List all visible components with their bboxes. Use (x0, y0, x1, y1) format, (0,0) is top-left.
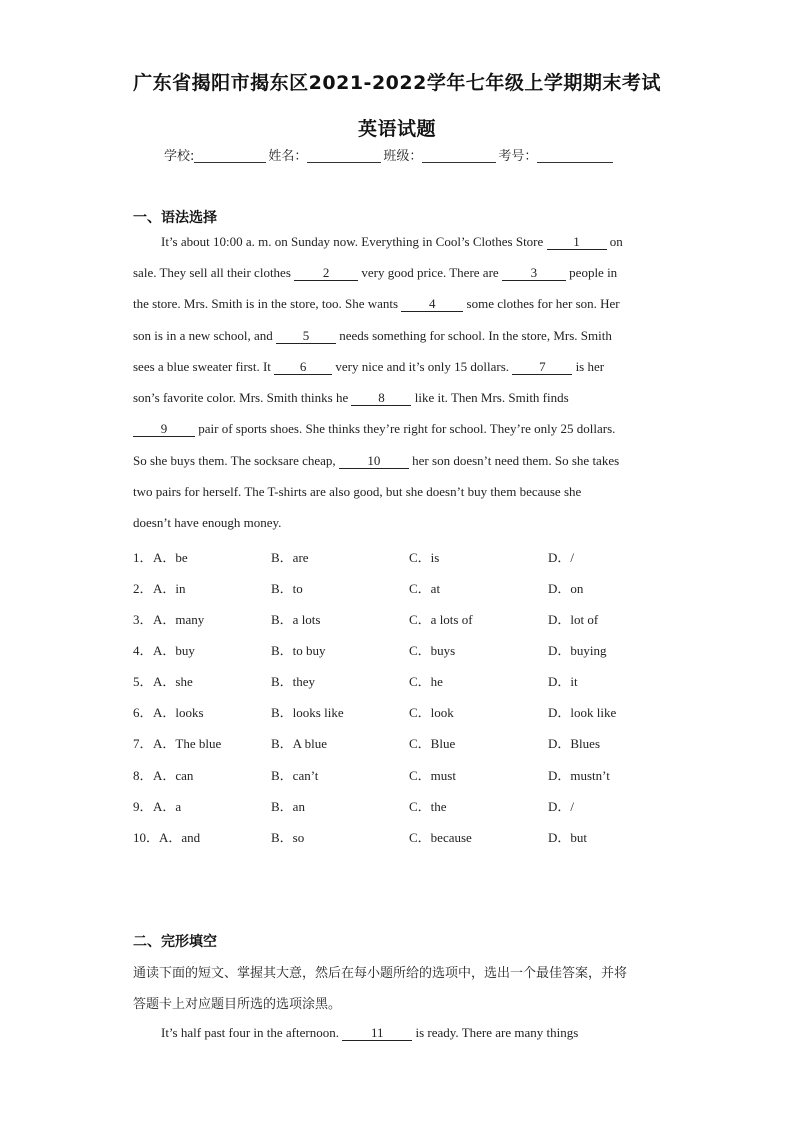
option-c[interactable]: C．at (409, 581, 441, 596)
blank-10[interactable]: 10 (339, 453, 409, 469)
student-info-line (164, 145, 615, 164)
option-b[interactable]: B．can’t (271, 768, 319, 783)
option-a[interactable]: A．looks (153, 705, 204, 720)
option-d[interactable]: D．buying (548, 643, 607, 658)
option-c[interactable]: C．a lots of (409, 612, 473, 627)
blank-2[interactable]: 2 (294, 265, 358, 281)
option-a[interactable]: A．she (153, 674, 193, 689)
option-b[interactable]: B．a lots (271, 612, 321, 627)
passage-line: So she buys them. The socksare cheap, 10 her son doesn’t need them. So she takes (133, 453, 620, 468)
option-b[interactable]: B．looks like (271, 705, 344, 720)
question-number: 9． (133, 799, 153, 814)
option-c[interactable]: C．the (409, 799, 447, 814)
option-c[interactable]: C．must (409, 768, 456, 783)
option-a[interactable]: A．The blue (153, 736, 222, 751)
option-c[interactable]: C．look (409, 705, 454, 720)
passage-line: the store. Mrs. Smith is in the store, too. She wants 4 some clothes for her son. Her (133, 296, 620, 311)
blank-8[interactable]: 8 (351, 390, 411, 406)
question-number: 2． (133, 581, 153, 596)
passage-line: 9 pair of sports shoes. She thinks they’re right for school. They’re only 25 dollars. (133, 421, 663, 437)
passage-line: doesn’t have enough money. (133, 515, 282, 530)
option-d[interactable]: D．/ (548, 550, 575, 565)
option-d[interactable]: D．but (548, 830, 588, 845)
section2-instructions-line2: 答题卡上对应题目所选的选项涂黑。 (133, 997, 342, 1012)
class-field[interactable] (422, 148, 496, 163)
option-b[interactable]: B．are (271, 550, 309, 565)
option-c[interactable]: C．Blue (409, 736, 456, 751)
question-number: 6． (133, 705, 153, 720)
option-b[interactable]: B．an (271, 799, 305, 814)
passage-line: son’s favorite color. Mrs. Smith thinks he 8 like it. Then Mrs. Smith finds (133, 390, 569, 405)
blank-1[interactable]: 1 (547, 234, 607, 250)
option-b[interactable]: B．to buy (271, 643, 326, 658)
blank-3[interactable]: 3 (502, 265, 566, 281)
passage-line: sale. They sell all their clothes 2 very good price. There are 3 people in (133, 265, 618, 280)
option-b[interactable]: B．to (271, 581, 303, 596)
option-a[interactable]: A．a (153, 799, 182, 814)
option-d[interactable]: D．lot of (548, 612, 599, 627)
question-number: 7． (133, 736, 153, 751)
blank-7[interactable]: 7 (512, 359, 572, 375)
exam-title-line2: 英语试题 (357, 118, 436, 140)
option-a[interactable]: A．in (153, 581, 186, 596)
section2-heading: 二、完形填空 (133, 934, 217, 950)
passage-line: It’s about 10:00 a. m. on Sunday now. Everything in Cool’s Clothes Store 1 on (161, 234, 623, 249)
name-field[interactable] (307, 148, 381, 163)
option-d[interactable]: D．on (548, 581, 584, 596)
blank-5[interactable]: 5 (276, 328, 336, 344)
option-d[interactable]: D．it (548, 674, 578, 689)
blank-11[interactable]: 11 (342, 1025, 412, 1041)
option-c[interactable]: C．because (409, 830, 472, 845)
passage-line: son is in a new school, and 5 needs something for school. In the store, Mrs. Smith (133, 328, 612, 343)
option-a[interactable]: A．many (153, 612, 205, 627)
number-field[interactable] (537, 148, 613, 163)
number-label: 考号： (498, 149, 538, 164)
question-number: 4． (133, 643, 153, 658)
option-d[interactable]: D．look like (548, 705, 617, 720)
option-a[interactable]: A．be (153, 550, 188, 565)
section1-heading: 一、语法选择 (133, 210, 217, 226)
blank-9[interactable]: 9 (133, 421, 195, 437)
option-d[interactable]: D．/ (548, 799, 575, 814)
option-c[interactable]: C．he (409, 674, 443, 689)
option-a[interactable]: A．buy (153, 643, 195, 658)
name-label: 姓名： (268, 149, 308, 164)
option-c[interactable]: C．buys (409, 643, 456, 658)
question-number: 10． (133, 830, 160, 845)
option-b[interactable]: B．A blue (271, 736, 327, 751)
option-d[interactable]: D．mustn’t (548, 768, 610, 783)
option-c[interactable]: C．is (409, 550, 440, 565)
question-number: 3． (133, 612, 153, 627)
class-label: 班级： (383, 149, 423, 164)
question-number: 8． (133, 768, 153, 783)
school-field[interactable] (194, 148, 266, 163)
question-number: 5． (133, 674, 153, 689)
option-a[interactable]: A．and (159, 830, 201, 845)
option-b[interactable]: B．so (271, 830, 305, 845)
option-b[interactable]: B．they (271, 674, 316, 689)
question-number: 1． (133, 550, 153, 565)
passage-line: sees a blue sweater first. It 6 very nice and it’s only 15 dollars. 7 is her (133, 359, 605, 374)
passage-line: two pairs for herself. The T-shirts are also good, but she doesn’t buy them because she (133, 484, 582, 499)
blank-6[interactable]: 6 (274, 359, 332, 375)
exam-title-line1: 广东省揭阳市揭东区2021-2022学年七年级上学期期末考试 (133, 72, 661, 94)
blank-4[interactable]: 4 (401, 296, 463, 312)
school-label: 学校: (164, 149, 195, 164)
passage-line: It’s half past four in the afternoon. 11 is ready. There are many things (161, 1025, 579, 1040)
option-a[interactable]: A．can (153, 768, 194, 783)
section2-instructions-line1: 通读下面的短文、掌握其大意，然后在每小题所给的选项中，选出一个最佳答案，并将 (133, 966, 628, 981)
option-d[interactable]: D．Blues (548, 736, 601, 751)
